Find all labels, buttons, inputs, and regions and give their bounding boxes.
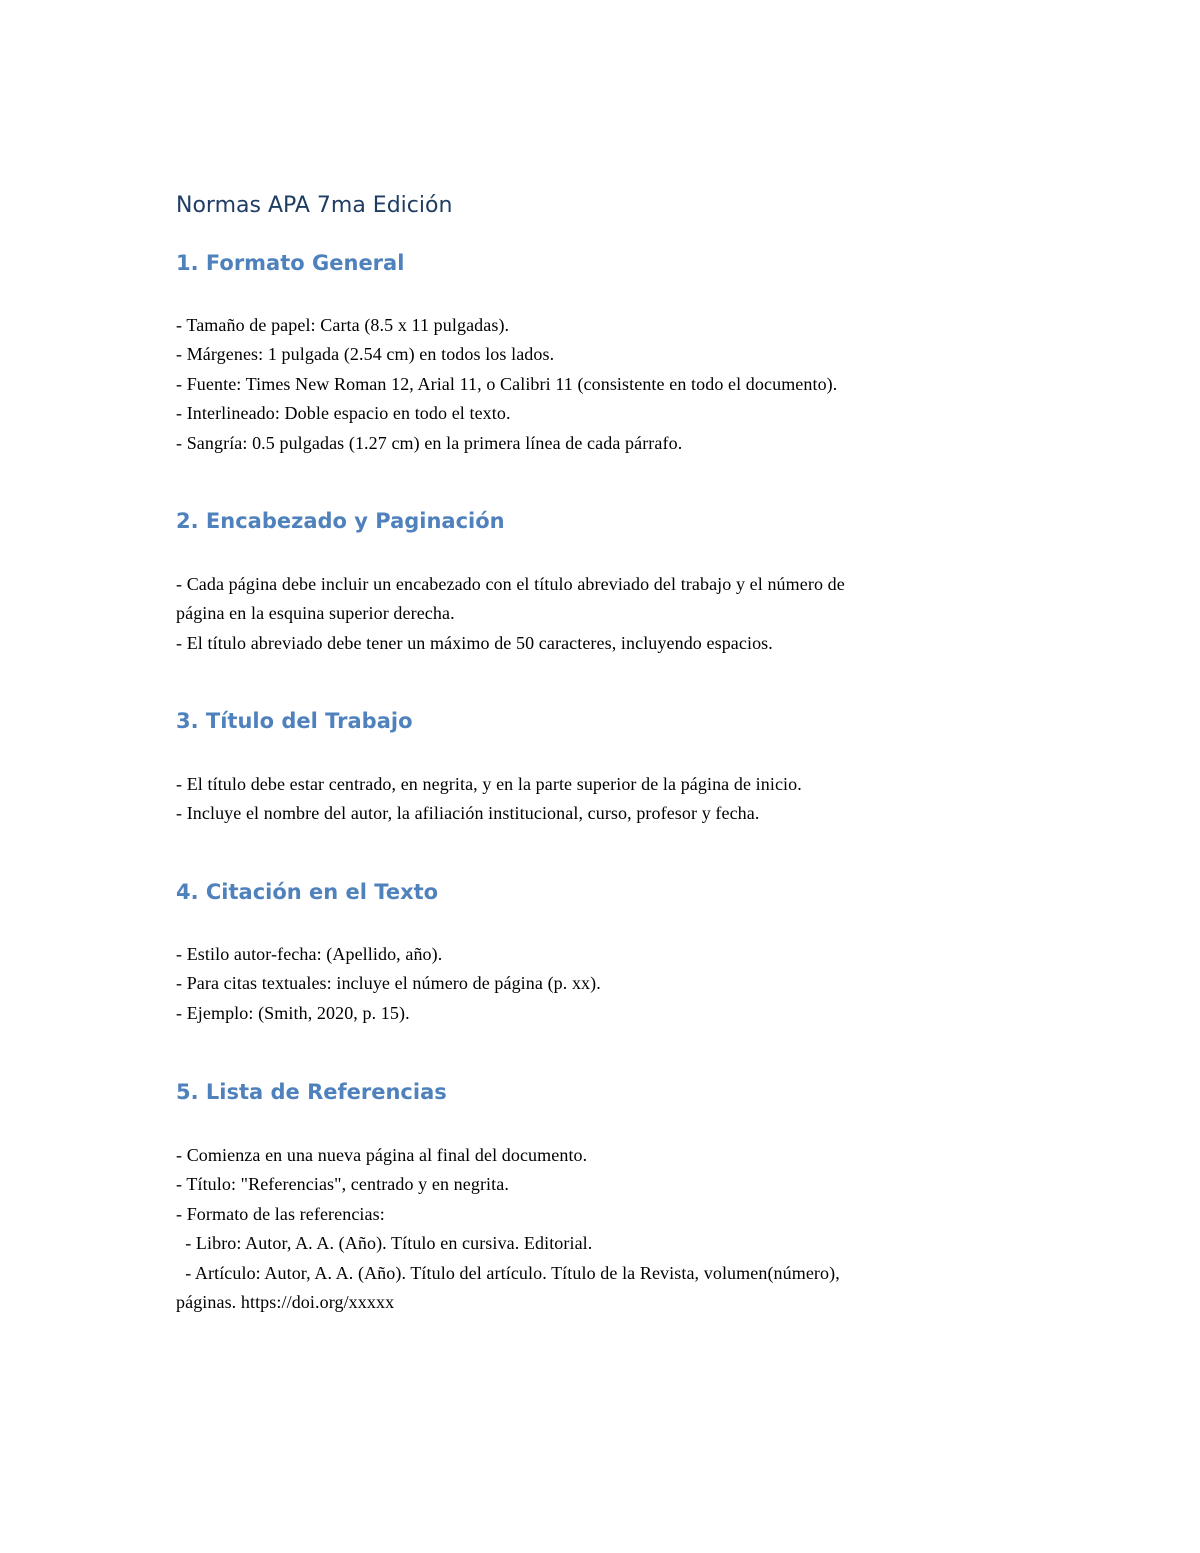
section-heading-citacion-texto: 4. Citación en el Texto [176,880,439,904]
section-body-lista-referencias [176,1141,1056,1317]
body-line: - El título abreviado debe tener un máximo de 50 caracteres, incluyendo espacios. [176,632,773,653]
section-heading-lista-referencias: 5. Lista de Referencias [176,1080,447,1104]
body-line: página en la esquina superior derecha. [176,603,455,624]
body-line: - Formato de las referencias: [176,1203,385,1224]
section-body-titulo-trabajo [176,770,1056,829]
body-line: - Tamaño de papel: Carta (8.5 x 11 pulgadas). [176,315,510,335]
body-line: - El título debe estar centrado, en negrita, y en la parte superior de la página de inicio. [176,774,802,794]
body-line: - Artículo: Autor, A. A. (Año). Título del artículo. Título de la Revista, volumen(número), [176,1262,840,1283]
section-body-encabezado-paginacion [176,570,1056,658]
body-line: - Estilo autor-fecha: (Apellido, año). [176,944,443,964]
body-line: - Márgenes: 1 pulgada (2.54 cm) en todos los lados. [176,344,555,365]
body-line: - Sangría: 0.5 pulgadas (1.27 cm) en la primera línea de cada párrafo. [176,432,683,453]
body-line: - Interlineado: Doble espacio en todo el texto. [176,403,511,424]
section-heading-formato-general: 1. Formato General [176,251,405,275]
section-heading-titulo-trabajo: 3. Título del Trabajo [176,709,413,733]
body-line: - Comienza en una nueva página al final del documento. [176,1145,588,1165]
body-line: - Título: "Referencias", centrado y en negrita. [176,1174,509,1195]
body-line: - Incluye el nombre del autor, la afiliación institucional, curso, profesor y fecha. [176,803,760,824]
body-line: - Cada página debe incluir un encabezado con el título abreviado del trabajo y el número de [176,574,845,594]
body-line: - Ejemplo: (Smith, 2020, p. 15). [176,1002,410,1023]
body-line: - Libro: Autor, A. A. (Año). Título en cursiva. Editorial. [176,1233,593,1254]
section-heading-encabezado-paginacion: 2. Encabezado y Paginación [176,509,505,533]
body-line: páginas. https://doi.org/xxxxx [176,1291,395,1312]
body-line: - Para citas textuales: incluye el número de página (p. xx). [176,973,601,994]
body-line: - Fuente: Times New Roman 12, Arial 11, o Calibri 11 (consistente en todo el documento). [176,373,838,394]
document-title: Normas APA 7ma Edición [176,193,453,218]
section-body-formato-general [176,311,1056,458]
section-body-citacion-texto [176,940,1056,1028]
